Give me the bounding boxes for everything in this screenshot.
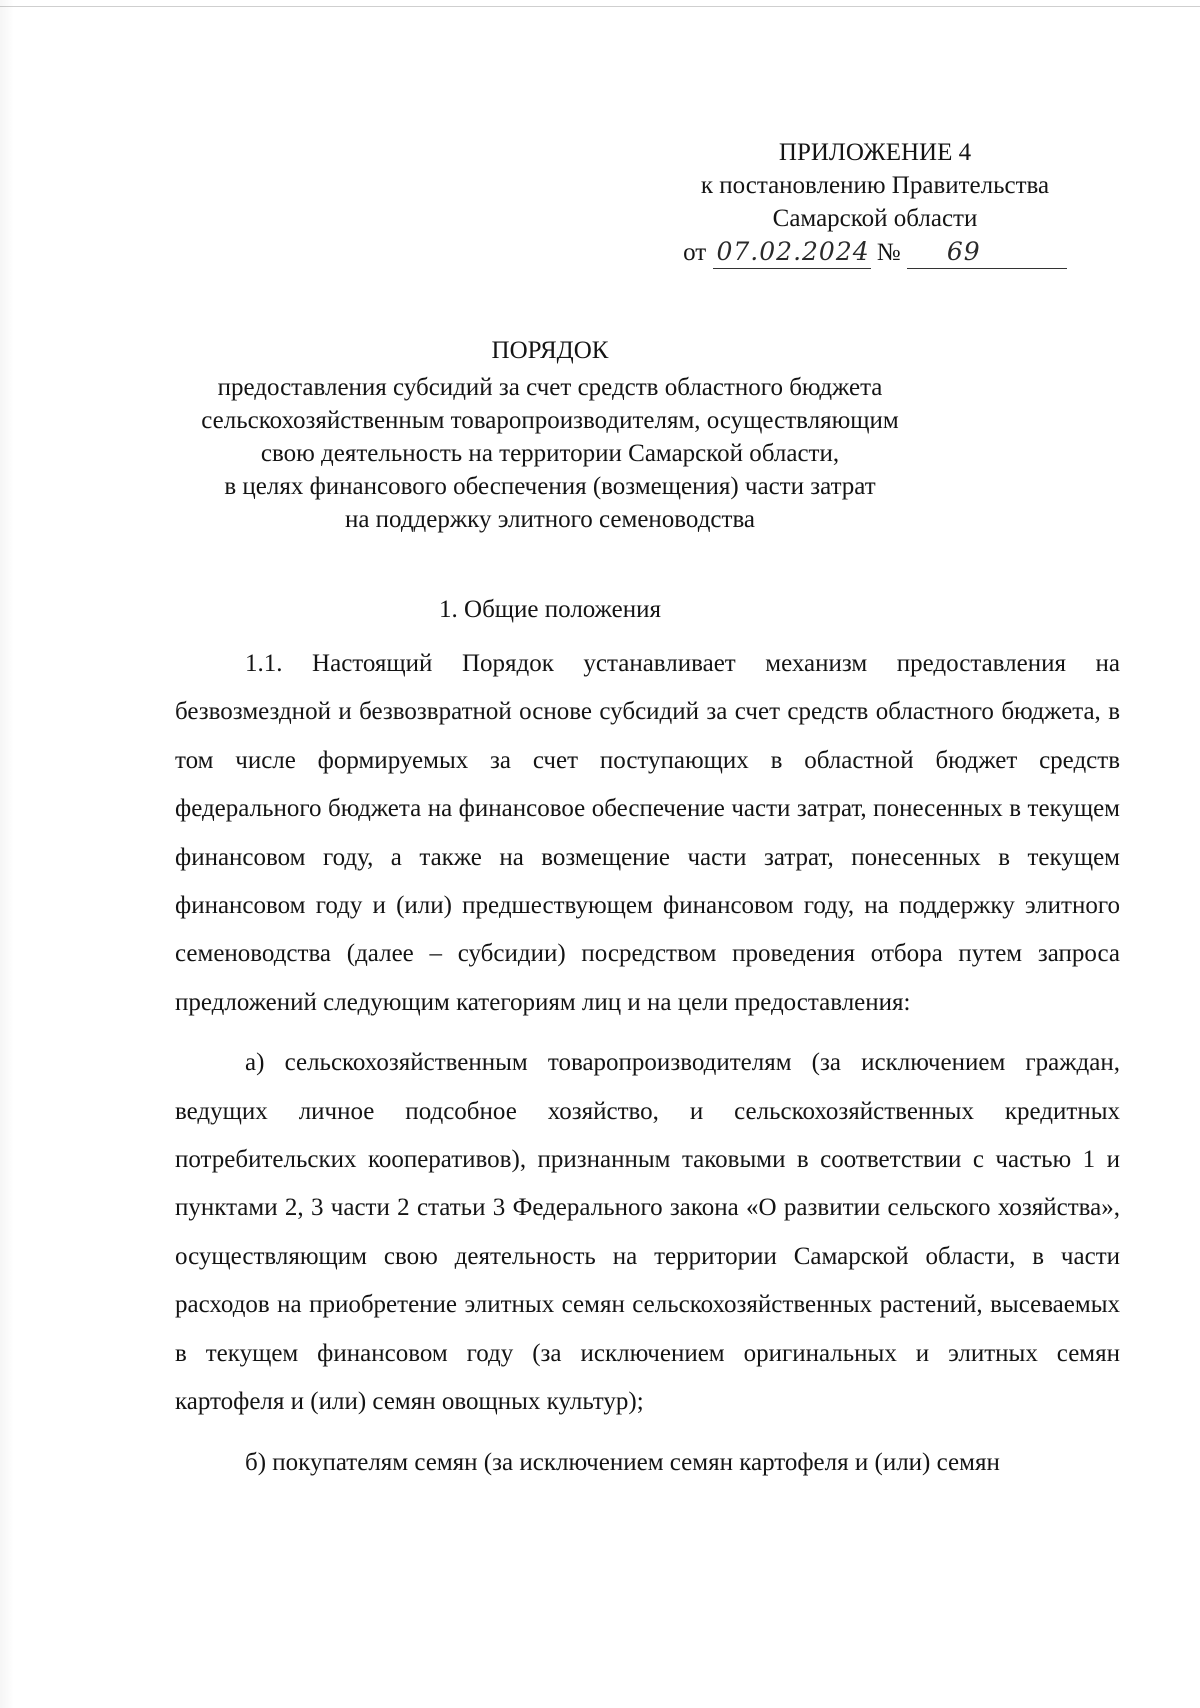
title-line: предоставления субсидий за счет средств областного бюджета: [217, 374, 883, 401]
appendix-date-line: [640, 235, 1110, 269]
appendix-block: [640, 136, 1110, 269]
handwritten-date: 07.02.2024: [713, 235, 871, 269]
scan-edge-line: [0, 6, 1200, 7]
handwritten-number: 69: [907, 235, 1067, 269]
paragraph-b: б) покупателям семян (за исключением семян картофеля и (или) семян: [245, 1448, 1000, 1476]
document-heading: ПОРЯДОК: [491, 337, 609, 364]
title-line: в целях финансового обеспечения (возмещения) части затрат: [224, 473, 876, 500]
appendix-line-1: к постановлению Правительства: [700, 172, 1050, 199]
title-line: свою деятельность на территории Самарской области,: [260, 440, 840, 467]
from-label: от: [683, 239, 707, 266]
title-line: сельскохозяйственным товаропроизводителям, осуществляющим: [201, 407, 899, 434]
appendix-line-2: Самарской области: [772, 205, 978, 232]
scan-edge-shadow: [0, 0, 14, 1708]
appendix-title: ПРИЛОЖЕНИЕ 4: [778, 139, 972, 166]
section-body: [175, 640, 1120, 1487]
document-title: [200, 334, 900, 536]
paragraph-a: а) сельскохозяйственным товаропроизводителям (за исключением граждан, ведущих личное подсобное хозяйство, и сельскохозяйственных кредитных потребительских кооперативов), признанным таковыми в соответствии с частью 1 и пунктами 2, 3 части 2 статьи 3 Федерального закона «О развитии сельского хозяйства», осуществляющим свою деятельность на территории Самарской области, в части расходов на приобретение элитных семян сельскохозяйственных растений, высеваемых в текущем финансовом году (за исключением оригинальных и элитных семян картофеля и (или) семян овощных культур);: [175, 1049, 1120, 1416]
section-heading: 1. Общие положения: [439, 596, 661, 623]
paragraph-1-1: 1.1. Настоящий Порядок устанавливает механизм предоставления на безвозмездной и безвозвратной основе субсидий за счет средств областного бюджета, в том числе формируемых за счет поступающих в областной бюджет средств федерального бюджета на финансовое обеспечение части затрат, понесенных в текущем финансовом году, а также на возмещение части затрат, понесенных в текущем финансовом году и (или) предшествующем финансовом году, на поддержку элитного семеноводства (далее – субсидии) посредством проведения отбора путем запроса предложений следующим категориям лиц и на цели предоставления:: [175, 650, 1120, 1016]
number-label: №: [876, 239, 901, 266]
title-line: на поддержку элитного семеноводства: [344, 506, 756, 533]
